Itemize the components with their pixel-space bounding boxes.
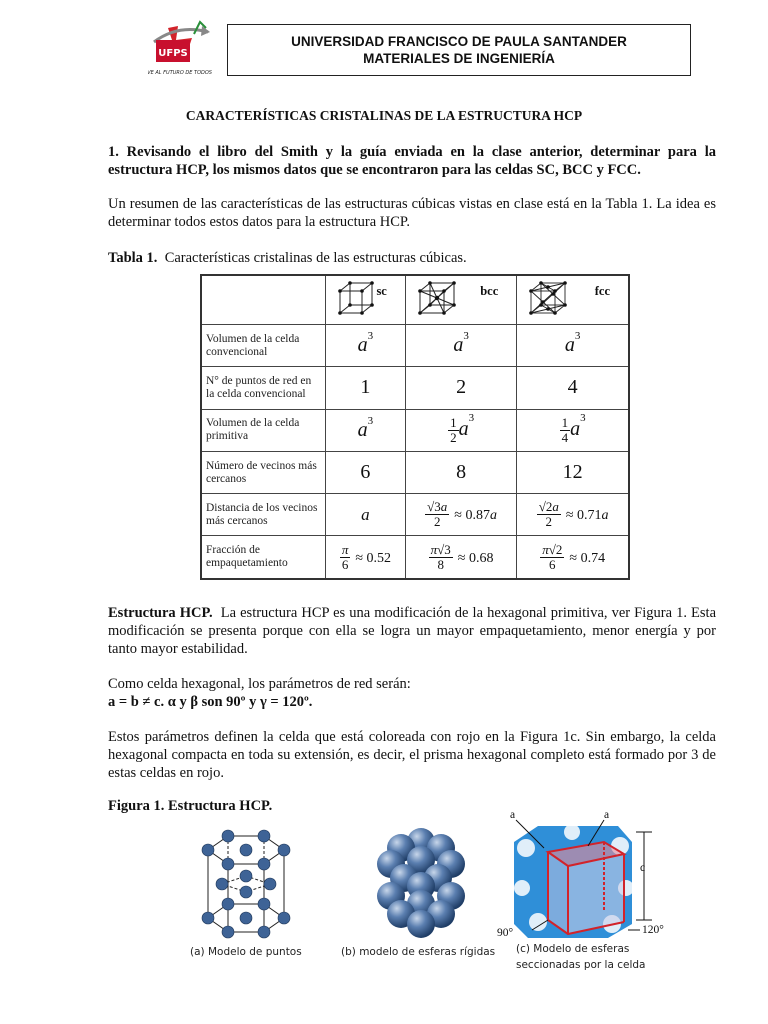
table-cell: $\frac{\pi}{6}$ ≈ 0.52: [326, 536, 406, 579]
column-header-sc: [326, 275, 406, 325]
row-label: Volumen de la celda convencional: [201, 325, 326, 367]
table-caption-label: Tabla 1.: [108, 250, 158, 266]
table-cell: a: [326, 494, 406, 536]
label-120-degrees: 120°: [642, 924, 664, 936]
label-a-left: a: [510, 809, 516, 821]
table-cell: $\frac{√3a}{2}$ ≈ 0.87a: [405, 494, 516, 536]
label-a-right: a: [604, 809, 610, 821]
table-cell: $a^3$: [326, 409, 406, 451]
hcp-paragraph: [108, 604, 716, 658]
table-header-row: [201, 275, 629, 325]
hcp-rigid-sphere-illustration: [376, 826, 466, 942]
svg-text:UFPS: UFPS: [158, 48, 188, 59]
column-label-bcc: bcc: [480, 284, 499, 298]
figure-caption-b: (b) modelo de esferas rígidas: [341, 946, 496, 958]
table-row: [201, 536, 629, 579]
hcp-label: Estructura HCP.: [108, 605, 213, 621]
figure-caption-a: (a) Modelo de puntos: [190, 946, 302, 958]
table-cell: $\frac{\pi√2}{6}$ ≈ 0.74: [517, 536, 629, 579]
svg-text:AVE AL FUTURO DE TODOS: AVE AL FUTURO DE TODOS: [148, 70, 212, 76]
table-row: [201, 409, 629, 451]
row-label: Número de vecinos más cercanos: [201, 451, 326, 493]
lattice-intro: Como celda hexagonal, los parámetros de red serán:: [108, 676, 411, 692]
column-header-fcc: [517, 275, 629, 325]
table-cell: $a^3$: [326, 325, 406, 367]
subject-name: MATERIALES DE INGENIERÍA: [363, 51, 555, 66]
university-name: UNIVERSIDAD FRANCISCO DE PAULA SANTANDER: [291, 34, 627, 49]
question-paragraph: 1. Revisando el libro del Smith y la guía enviada en la clase anterior, determinar para la estructura HCP, los mismos datos que se encontraron para las celdas SC, BCC y FCC.: [108, 144, 716, 178]
table-cell: $\frac{1}{4}$ $a^3$: [517, 409, 629, 451]
column-label-fcc: fcc: [594, 284, 610, 298]
hcp-sectioned-model-illustration: [508, 812, 658, 942]
table-cell: 8: [405, 451, 516, 493]
figure-caption-c-line1: (c) Modelo de esferas: [516, 943, 630, 955]
params-paragraph: Estos parámetros definen la celda que está coloreada con rojo en la Figura 1c. Sin embargo, la celda hexagonal compacta en toda su extensión, es decir, el prisma hexagonal completo está formado por 3 de estas celdas en rojo.: [108, 729, 716, 781]
table-cell: $\frac{\pi√3}{8}$ ≈ 0.68: [405, 536, 516, 579]
table-caption-text: Características cristalinas de las estructuras cúbicas.: [164, 250, 467, 266]
row-label: Fracción de empaquetamiento: [201, 536, 326, 579]
table-cell: $\frac{√2a}{2}$ ≈ 0.71a: [517, 494, 629, 536]
label-c: c: [640, 862, 646, 874]
table-cell: 2: [405, 367, 516, 409]
row-label: N° de puntos de red en la celda convencional: [201, 367, 326, 409]
figure-title: Figura 1. Estructura HCP.: [108, 798, 273, 814]
column-header-bcc: [405, 275, 516, 325]
table-cell: $a^3$: [405, 325, 516, 367]
university-logo: [148, 20, 214, 78]
figure-caption-c-line2: seccionadas por la celda: [516, 959, 646, 971]
table-row: [201, 494, 629, 536]
row-label: Volumen de la celda primitiva: [201, 409, 326, 451]
table-row: [201, 325, 629, 367]
table-cell: 1: [326, 367, 406, 409]
lattice-equation: a = b ≠ c. α y β son 90º y γ = 120º.: [108, 694, 313, 710]
summary-paragraph: Un resumen de las características de las estructuras cúbicas vistas en clase está en la Tabla 1. La idea es determinar todos estos datos para la estructura HCP.: [108, 196, 716, 230]
bcc-cell-icon: [416, 279, 460, 317]
table-row: [201, 451, 629, 493]
hcp-text: La estructura HCP es una modificación de la hexagonal primitiva, ver Figura 1. Esta modificación se presenta porque con ella se logra un mayor empaquetamiento, menor energía y por tanto mayor estabilidad.: [108, 605, 716, 657]
hcp-point-model-illustration: [198, 822, 298, 944]
header-box: [227, 24, 691, 76]
table-caption: [108, 249, 716, 267]
sc-cell-icon: [336, 279, 376, 317]
table-cell: $\frac{1}{2}$ $a^3$: [405, 409, 516, 451]
table-cell: 12: [517, 451, 629, 493]
label-90-degrees: 90°: [497, 927, 514, 939]
table-row: [201, 367, 629, 409]
table-cell: 6: [326, 451, 406, 493]
document-title: CARACTERÍSTICAS CRISTALINAS DE LA ESTRUCTURA HCP: [185, 108, 583, 123]
table-corner: [201, 275, 326, 325]
column-label-sc: sc: [376, 284, 387, 298]
table-cell: $a^3$: [517, 325, 629, 367]
row-label: Distancia de los vecinos más cercanos: [201, 494, 326, 536]
cubic-structures-table: [200, 274, 630, 580]
fcc-cell-icon: [527, 279, 571, 317]
table-cell: 4: [517, 367, 629, 409]
